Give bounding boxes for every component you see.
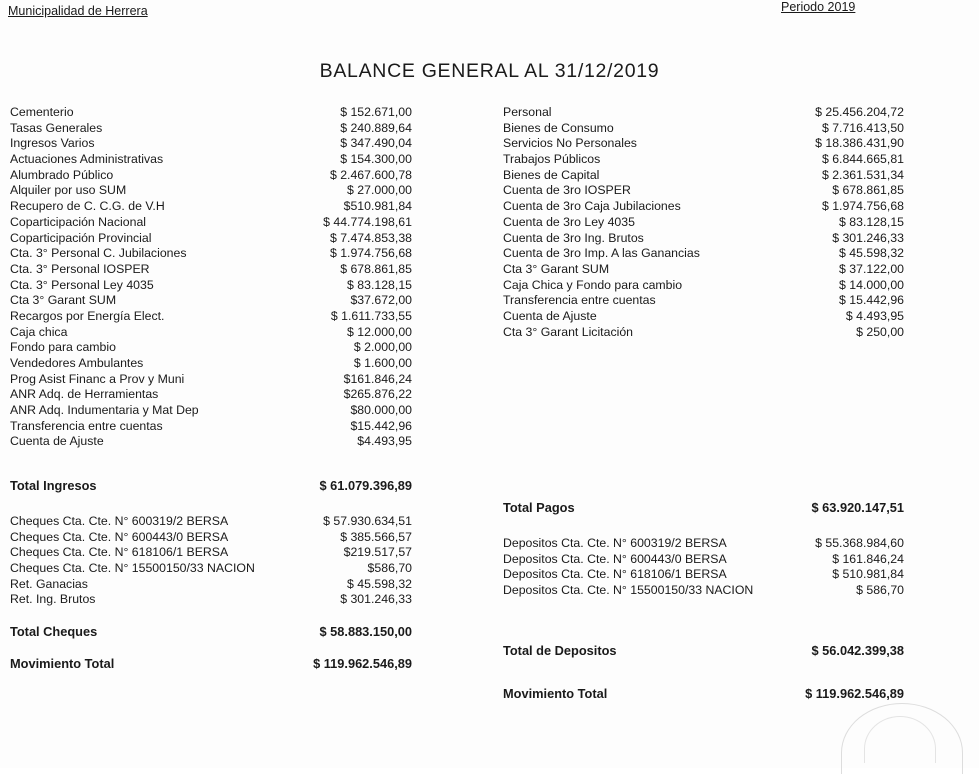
list-item [10, 293, 420, 309]
item-amount: $ 2.467.600,78 [329, 167, 412, 182]
list-item [10, 183, 420, 199]
item-label: Cta 3° Garant SUM [10, 293, 117, 308]
payments-total-label: Total Pagos [503, 500, 575, 516]
list-item [10, 325, 420, 341]
payments-column [503, 105, 908, 702]
item-amount: $219.517,57 [343, 545, 412, 560]
municipality-header: Municipalidad de Herrera [8, 4, 148, 18]
period-header: Periodo 2019 [781, 0, 856, 14]
item-amount: $ 2.361.531,34 [821, 167, 904, 182]
item-amount: $ 161.846,24 [832, 551, 904, 566]
item-amount: $ 7.716.413,50 [821, 120, 904, 135]
item-label: Recupero de C. C.G. de V.H [10, 199, 165, 214]
cheques-total-amount: $ 58.883.150,00 [319, 623, 412, 639]
item-amount: $ 385.566,57 [340, 529, 412, 544]
spacer [503, 599, 908, 643]
cheques-total-row [10, 624, 420, 640]
list-item [10, 340, 420, 356]
item-label: Cheques Cta. Cte. N° 600319/2 BERSA [10, 513, 229, 528]
item-amount: $ 152.671,00 [340, 105, 412, 119]
item-label: Coparticipación Nacional [10, 214, 147, 229]
list-item [503, 105, 908, 121]
item-label: Depositos Cta. Cte. N° 600443/0 BERSA [503, 551, 727, 566]
list-item [10, 278, 420, 294]
list-item [503, 567, 908, 583]
item-label: Cheques Cta. Cte. N° 600443/0 BERSA [10, 529, 229, 544]
list-item [10, 231, 420, 247]
item-amount: $ 240.889,64 [340, 120, 412, 135]
item-amount: $ 1.600,00 [353, 356, 412, 370]
item-amount: $ 301.246,33 [340, 592, 412, 607]
list-item [503, 536, 908, 552]
item-amount: $ 25.456.204,72 [815, 105, 904, 119]
item-amount: $ 586,70 [856, 583, 904, 598]
item-label: Cuenta de Ajuste [10, 434, 104, 449]
spacer [503, 414, 908, 488]
spacer [10, 640, 420, 656]
item-amount: $ 4.493,95 [845, 308, 904, 323]
item-label: Cheques Cta. Cte. N° 15500150/33 NACION [10, 560, 255, 575]
list-item [10, 262, 420, 278]
item-label: Fondo para cambio [10, 340, 116, 355]
list-item [10, 168, 420, 184]
item-amount: $37.672,00 [350, 293, 412, 308]
item-label: Cta 3° Garant SUM [503, 261, 610, 276]
spacer [503, 658, 908, 686]
movement-total-amount: $ 119.962.546,89 [313, 655, 412, 671]
list-item [503, 325, 908, 341]
item-amount: $ 57.930.634,51 [323, 513, 412, 528]
list-item [503, 215, 908, 231]
list-item [10, 372, 420, 388]
item-label: ANR Adq. de Herramientas [10, 387, 159, 402]
item-label: Coparticipación Provincial [10, 230, 152, 245]
item-label: Actuaciones Administrativas [10, 152, 164, 167]
list-item [10, 403, 420, 419]
income-total-row [10, 478, 420, 494]
item-amount: $ 7.474.853,38 [329, 230, 412, 245]
item-label: Cuenta de 3ro IOSPER [503, 183, 631, 198]
list-item [10, 577, 420, 593]
item-amount: $ 14.000,00 [839, 277, 904, 292]
item-amount: $ 250,00 [856, 324, 904, 339]
item-amount: $ 18.386.431,90 [815, 136, 904, 151]
list-item [10, 199, 420, 215]
item-amount: $ 37.122,00 [839, 261, 904, 276]
item-label: ANR Adq. Indumentaria y Mat Dep [10, 403, 199, 418]
item-label: Depositos Cta. Cte. N° 600319/2 BERSA [503, 536, 727, 550]
item-label: Transferencia entre cuentas [503, 293, 656, 308]
item-label: Cuenta de 3ro Caja Jubilaciones [503, 199, 681, 214]
payments-movement-total-row [503, 686, 908, 702]
page-title: BALANCE GENERAL AL 31/12/2019 [319, 60, 660, 82]
item-amount: $ 2.000,00 [353, 340, 412, 355]
list-item [10, 592, 420, 608]
item-label: Depositos Cta. Cte. N° 618106/1 BERSA [503, 567, 727, 582]
list-item [10, 561, 420, 577]
income-total-label: Total Ingresos [10, 478, 97, 494]
item-amount: $ 27.000,00 [347, 183, 412, 198]
movement-total-label: Movimiento Total [503, 686, 608, 702]
item-amount: $ 12.000,00 [347, 324, 412, 339]
item-amount: $ 678.861,85 [340, 261, 412, 276]
item-amount: $ 154.300,00 [340, 152, 412, 167]
item-label: Cuenta de 3ro Ing. Brutos [503, 230, 644, 245]
item-amount: $ 678.861,85 [832, 183, 904, 198]
scan-artifact [841, 703, 963, 774]
item-amount: $ 83.128,15 [839, 214, 904, 229]
item-amount: $ 15.442,96 [839, 293, 904, 308]
item-label: Bienes de Capital [503, 167, 600, 182]
item-label: Depositos Cta. Cte. N° 15500150/33 NACION [503, 583, 754, 598]
item-label: Alumbrado Público [10, 167, 114, 182]
item-amount: $4.493,95 [357, 434, 412, 449]
item-label: Ret. Ing. Brutos [10, 592, 96, 607]
item-label: Cuenta de 3ro Ley 4035 [503, 214, 635, 229]
income-column [10, 105, 420, 671]
item-label: Prog Asist Financ a Prov y Muni [10, 371, 185, 386]
item-amount: $510.981,84 [343, 199, 412, 214]
list-item [503, 583, 908, 599]
item-label: Servicios No Personales [503, 136, 637, 151]
list-item [503, 152, 908, 168]
deposits-total-label: Total de Depositos [503, 642, 617, 658]
movement-total-label: Movimiento Total [10, 655, 115, 671]
item-amount: $ 510.981,84 [832, 567, 904, 582]
list-item [503, 168, 908, 184]
item-amount: $80.000,00 [350, 403, 412, 418]
payments-total-row [503, 500, 908, 516]
list-item [10, 434, 420, 450]
item-label: Cta. 3° Personal Ley 4035 [10, 277, 154, 292]
list-item [10, 514, 420, 530]
cheques-total-label: Total Cheques [10, 623, 98, 639]
item-label: Vendedores Ambulantes [10, 356, 144, 370]
item-label: Alquiler por uso SUM [10, 183, 127, 198]
item-label: Cementerio [10, 105, 74, 119]
list-item [10, 152, 420, 168]
list-item [10, 136, 420, 152]
item-label: Cta 3° Garant Licitación [503, 324, 633, 339]
spacer [503, 516, 908, 536]
list-item [503, 552, 908, 568]
list-item [10, 215, 420, 231]
list-item [503, 183, 908, 199]
list-item [10, 309, 420, 325]
item-label: Cuenta de Ajuste [503, 308, 597, 323]
list-item [10, 356, 420, 372]
list-item [503, 309, 908, 325]
spacer [10, 450, 420, 478]
item-label: Caja chica [10, 324, 68, 339]
movement-total-amount: $ 119.962.546,89 [805, 686, 904, 702]
income-movement-total-row [10, 656, 420, 672]
item-label: Ingresos Varios [10, 136, 95, 151]
list-item [503, 278, 908, 294]
deposits-total-amount: $ 56.042.399,38 [811, 642, 904, 658]
list-item [10, 246, 420, 262]
item-label: Transferencia entre cuentas [10, 418, 163, 433]
item-amount: $586,70 [367, 560, 412, 575]
list-item [10, 530, 420, 546]
list-item [503, 246, 908, 262]
item-label: Caja Chica y Fondo para cambio [503, 277, 683, 292]
list-item [10, 419, 420, 435]
list-item [10, 387, 420, 403]
list-item [10, 121, 420, 137]
item-amount: $ 1.974.756,68 [329, 246, 412, 261]
list-item [503, 136, 908, 152]
item-label: Ret. Ganacias [10, 576, 88, 591]
list-item [503, 121, 908, 137]
list-item [10, 545, 420, 561]
item-label: Cta. 3° Personal IOSPER [10, 261, 150, 276]
spacer [10, 494, 420, 514]
item-label: Trabajos Públicos [503, 152, 601, 167]
list-item [503, 293, 908, 309]
item-amount: $ 6.844.665,81 [821, 152, 904, 167]
item-amount: $ 347.490,04 [340, 136, 412, 151]
item-label: Cuenta de 3ro Imp. A las Ganancias [503, 246, 700, 261]
item-label: Bienes de Consumo [503, 120, 614, 135]
item-label: Cta. 3° Personal C. Jubilaciones [10, 246, 187, 261]
item-amount: $ 83.128,15 [347, 277, 412, 292]
item-label: Tasas Generales [10, 120, 103, 135]
item-amount: $ 44.774.198,61 [323, 214, 412, 229]
spacer [10, 608, 420, 624]
item-amount: $265.876,22 [343, 387, 412, 402]
item-amount: $ 301.246,33 [832, 230, 904, 245]
item-amount: $ 1.611.733,55 [330, 308, 412, 323]
item-amount: $161.846,24 [343, 371, 412, 386]
deposits-total-row [503, 643, 908, 659]
item-label: Recargos por Energía Elect. [10, 308, 165, 323]
payments-total-amount: $ 63.920.147,51 [811, 500, 904, 516]
list-item [503, 231, 908, 247]
item-label: Personal [503, 105, 552, 119]
list-item [503, 262, 908, 278]
list-item [503, 199, 908, 215]
spacer [503, 488, 908, 500]
spacer [503, 340, 908, 414]
item-amount: $15.442,96 [350, 418, 412, 433]
item-amount: $ 55.368.984,60 [815, 536, 904, 550]
income-total-amount: $ 61.079.396,89 [319, 478, 412, 494]
item-amount: $ 45.598,32 [839, 246, 904, 261]
list-item [10, 105, 420, 121]
item-amount: $ 45.598,32 [347, 576, 412, 591]
item-label: Cheques Cta. Cte. N° 618106/1 BERSA [10, 545, 229, 560]
item-amount: $ 1.974.756,68 [821, 199, 904, 214]
